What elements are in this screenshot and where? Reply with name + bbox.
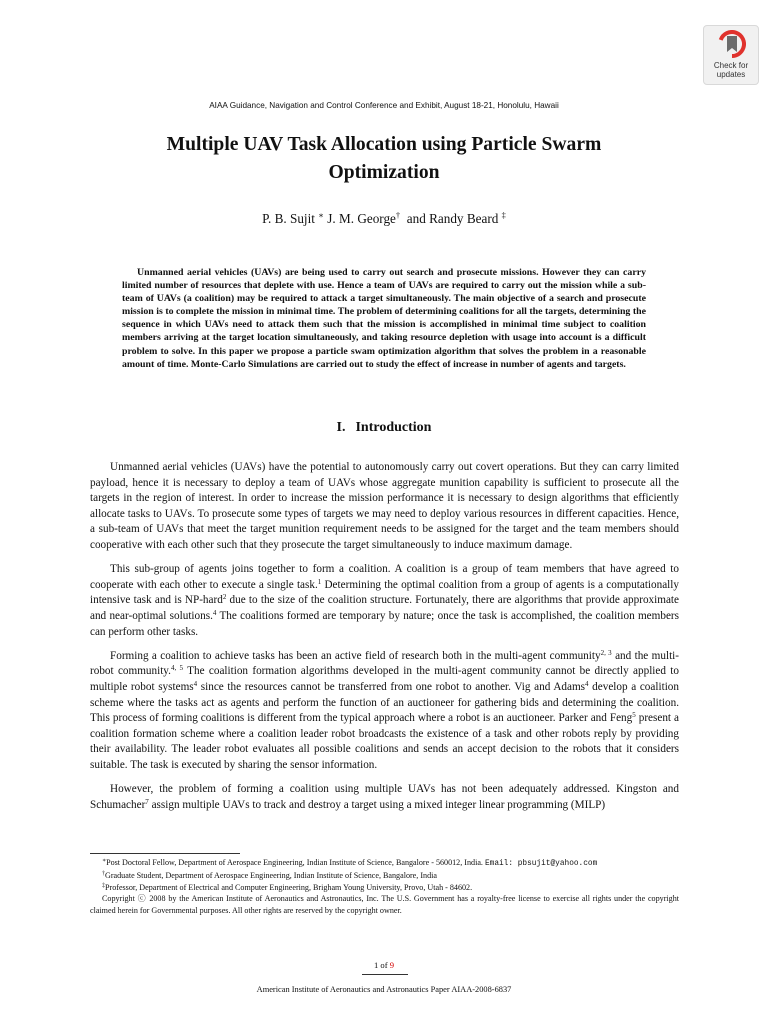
citation[interactable]: 1 xyxy=(317,577,322,586)
paper-title xyxy=(110,131,658,187)
footnote-mark: † xyxy=(102,871,105,878)
copyright-notice: Copyright ⓒ 2008 by the American Institute of Aeronautics and Astronautics, Inc. The U.S. Government has a royalty-free license to exercise all rights under the copyright claimed herein for Governmental purposes. All other rights are reserved by the copyright owner. xyxy=(90,894,679,915)
footnote-3 xyxy=(90,882,679,893)
footnote-text: Professor, Department of Electrical and Computer Engineering, Brigham Young University, Provo, Utah - 84602. xyxy=(105,882,473,892)
section-heading xyxy=(0,420,768,436)
citation[interactable]: 5 xyxy=(632,711,636,720)
text-run: However, the problem of forming a coalition using multiple UAVs has not been adequately addressed. Kingston and Schumacher xyxy=(90,783,679,811)
footnote-1 xyxy=(90,857,679,870)
text-run: The coalition formation algorithms developed in the multi-agent community cannot be directly applied to multiple robot systems xyxy=(90,665,680,693)
citation[interactable]: 4 xyxy=(585,679,589,688)
text-run: present a coalition formation scheme where a coalition leader robot broadcasts the existence of a task and other robots reply by providing their availability. The leader robot evaluates all possible coalitions and sends an accept decision to the robots that it considers suitable. The task is executed by sharing the sensor information. xyxy=(90,712,679,771)
author-mark: ∗ xyxy=(318,210,324,220)
paragraph-2 xyxy=(90,562,679,640)
section-number: I. xyxy=(336,420,346,435)
footnote-mark: ∗ xyxy=(102,858,107,864)
citation[interactable]: 4 xyxy=(193,679,198,688)
badge-label-line1: Check for xyxy=(713,61,749,70)
text-run: since the resources cannot be transferred from one robot to another. Vig and Adams xyxy=(197,680,586,693)
author-mark: ‡ xyxy=(501,210,506,220)
title-line2: Optimization xyxy=(328,162,440,183)
footnote-rule xyxy=(90,853,240,854)
citation[interactable]: 2 xyxy=(222,593,227,602)
footnote-text: Graduate Student, Department of Aerospace Engineering, Indian Institute of Science, Bangalore, India xyxy=(105,871,437,881)
badge-label-line2: updates xyxy=(716,70,746,79)
abstract: Unmanned aerial vehicles (UAVs) are being used to carry out search and prosecute missions. However they can carry limited number of resources that deplete with use. Hence a team of UAVs are required to carry out the mission while a sub-team of UAVs (a coalition) may be required to attack a target simultaneously. The main objective of a search and prosecute mission is to complete the mission in minimal time. The problem of determining coalitions for all the targets, determining the sequence in which UAVs need to attack them such that the mission is accomplished in minimal time subject to coalition members arriving at the target location simultaneously, and taking resource depletion with usage into account is a difficult problem to solve. In this paper we propose a particle swam optimization algorithm that solves the problem in a reasonable amount of time. Monte-Carlo Simulations are carried out to study the effect of increase in number of agents and targets. xyxy=(122,267,646,370)
author-name: P. B. Sujit xyxy=(262,211,315,226)
citation[interactable]: 4 xyxy=(212,608,217,617)
paragraph-3 xyxy=(90,649,679,774)
page-total-link[interactable]: 9 xyxy=(389,960,395,970)
email-link[interactable]: Email: pbsujit@yahoo.com xyxy=(484,860,598,868)
footnote-mark: ‡ xyxy=(102,882,105,889)
text-run: The coalitions formed are temporary by nature; once the task is accomplished, the coalition members can perform other tasks. xyxy=(90,609,679,638)
title-line1: Multiple UAV Task Allocation using Particle Swarm xyxy=(166,134,602,155)
page-of: of xyxy=(380,960,388,970)
paragraph-1: Unmanned aerial vehicles (UAVs) have the potential to autonomously carry out covert operations. But they can carry limited payload, hence it is necessary to deploy a team of UAVs whose aggregate munition capability is sufficient to prosecute all the targets in the region of interest. In order to increase the mission performance it is necessary to design algorithms that efficiently allocate tasks to UAVs. To prosecute some types of targets we may need to deploy various resources in different capacities. Hence, a sub-team of UAVs that meet the target munition requirement needs to be assigned for the target and the team members should cooperative with each other such that they prosecute the target simultaneously to induce maximum damage. xyxy=(90,461,679,551)
conference-header: AIAA Guidance, Navigation and Control Conference and Exhibit, August 18-21, Honolulu, Hawaii xyxy=(209,101,559,110)
text-run: Determining the optimal coalition from a group of agents is a computationally intensive task and is NP-hard xyxy=(90,578,679,607)
text-run: This sub-group of agents joins together to form a coalition. A coalition is a group of team members that have agreed to cooperate with each other to execute a single task. xyxy=(90,563,679,591)
author-name: J. M. George xyxy=(327,211,396,226)
page-footer: American Institute of Aeronautics and Astronautics Paper AIAA-2008-6837 xyxy=(256,985,512,994)
footnote-2 xyxy=(90,870,679,881)
text-run: and the multi-robot community. xyxy=(90,649,680,678)
page-number-rule xyxy=(362,974,408,975)
author-list xyxy=(0,211,768,227)
footnote-text: Post Doctoral Fellow, Department of Aerospace Engineering, Indian Institute of Science, Bangalore - 560012, India. xyxy=(106,858,483,867)
author-name: and Randy Beard xyxy=(406,211,499,226)
body-text xyxy=(90,460,679,822)
section-title: Introduction xyxy=(355,420,432,435)
text-run: develop a coalition scheme where the tasks act as agents and perform the function of an auctioneer for gathering bids and determining the coalition. This process of forming coalitions is different from the typical approach where a robot is an auctioneer. Parker and Feng xyxy=(90,680,679,725)
text-run: assign multiple UAVs to track and destroy a target using a mixed integer linear programming (MILP) xyxy=(148,798,606,811)
paragraph-4 xyxy=(90,782,679,813)
text-run: Forming a coalition to achieve tasks has been an active field of research both in the multi-agent community xyxy=(110,649,601,662)
check-for-updates-badge[interactable] xyxy=(703,25,759,85)
citation[interactable]: 4, 5 xyxy=(170,664,184,673)
text-run: due to the size of the coalition structure. Fortunately, there are algorithms that provide approximate and near-optimal solutions. xyxy=(90,594,680,622)
citation[interactable]: 7 xyxy=(145,797,149,806)
author-mark: † xyxy=(395,210,401,220)
page-current: 1 xyxy=(373,960,379,970)
bookmark-icon xyxy=(718,30,746,60)
citation[interactable]: 2, 3 xyxy=(600,648,612,657)
footnotes xyxy=(90,857,679,916)
page-number xyxy=(0,960,768,970)
